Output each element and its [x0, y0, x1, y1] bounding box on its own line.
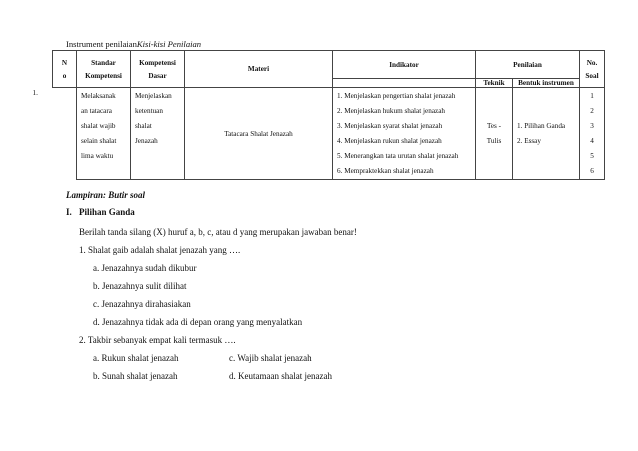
section-title: Pilihan Ganda — [79, 207, 135, 217]
instruction-text: Berilah tanda silang (X) huruf a, b, c, atau d yang merupakan jawaban benar! — [79, 227, 357, 237]
question-2-option-b: b. Sunah shalat jenazah — [93, 371, 178, 381]
question-1: 1. Shalat gaib adalah shalat jenazah yang …. — [79, 245, 241, 255]
caption-title: Kisi-kisi Penilaian — [136, 39, 202, 49]
row-indikator: 1. Menjelaskan pengertian shalat jenazah 2. Menjelaskan hukum shalat jenazah 3. Menjelaskan syarat shalat jenazah 4. Menjelaskan rukun shalat jenazah 5. Menerangkan tata urutan shalat jenazah 6. Mempraktekkan shalat jenazah — [333, 88, 476, 180]
kisi-kisi-table — [32, 50, 605, 180]
table-caption — [66, 39, 201, 49]
row-no-soal: 1 2 3 4 5 6 — [580, 88, 605, 180]
caption-prefix: Instrument penilaian — [66, 39, 137, 49]
table-header-row — [53, 51, 605, 65]
table-row — [53, 88, 605, 180]
header-no: N o — [53, 51, 77, 88]
header-teknik: Teknik — [476, 79, 513, 88]
question-1-option-a: a. Jenazahnya sudah dikubur — [93, 263, 197, 273]
header-standar-kompetensi: Standar Kompetensi — [77, 51, 131, 88]
question-2-option-d: d. Keutamaan shalat jenazah — [229, 371, 332, 381]
row-teknik: Tes - Tulis — [476, 88, 513, 180]
header-bentuk-instrumen: Bentuk instrumen — [513, 79, 580, 88]
header-indikator: Indikator — [333, 51, 476, 79]
section-number: I. — [66, 207, 72, 217]
question-1-option-c: c. Jenazahnya dirahasiakan — [93, 299, 191, 309]
header-no-soal: No. Soal — [580, 51, 605, 88]
row-bentuk-instrumen: 1. Pilihan Ganda 2. Essay — [513, 88, 580, 180]
header-indikator-blank — [333, 79, 476, 88]
question-2-option-c: c. Wajib shalat jenazah — [229, 353, 312, 363]
lampiran-title: Lampiran: Butir soal — [66, 190, 146, 200]
row-number: 1. — [53, 88, 77, 180]
question-2-option-a: a. Rukun shalat jenazah — [93, 353, 179, 363]
question-2: 2. Takbir sebanyak empat kali termasuk …. — [79, 335, 236, 345]
header-penilaian: Penilaian — [476, 51, 580, 79]
header-kompetensi-dasar: Kompetensi Dasar — [131, 51, 185, 88]
row-kompetensi-dasar: Menjelaskan ketentuan shalat Jenazah — [131, 88, 185, 180]
header-materi: Materi — [185, 51, 333, 88]
row-materi: Tatacara Shalat Jenazah — [185, 88, 333, 180]
question-1-option-d: d. Jenazahnya tidak ada di depan orang yang menyalatkan — [93, 317, 303, 327]
question-1-option-b: b. Jenazahnya sulit dilihat — [93, 281, 187, 291]
row-standar-kompetensi: Melaksanak an tatacara shalat wajib selain shalat lima waktu — [77, 88, 131, 180]
